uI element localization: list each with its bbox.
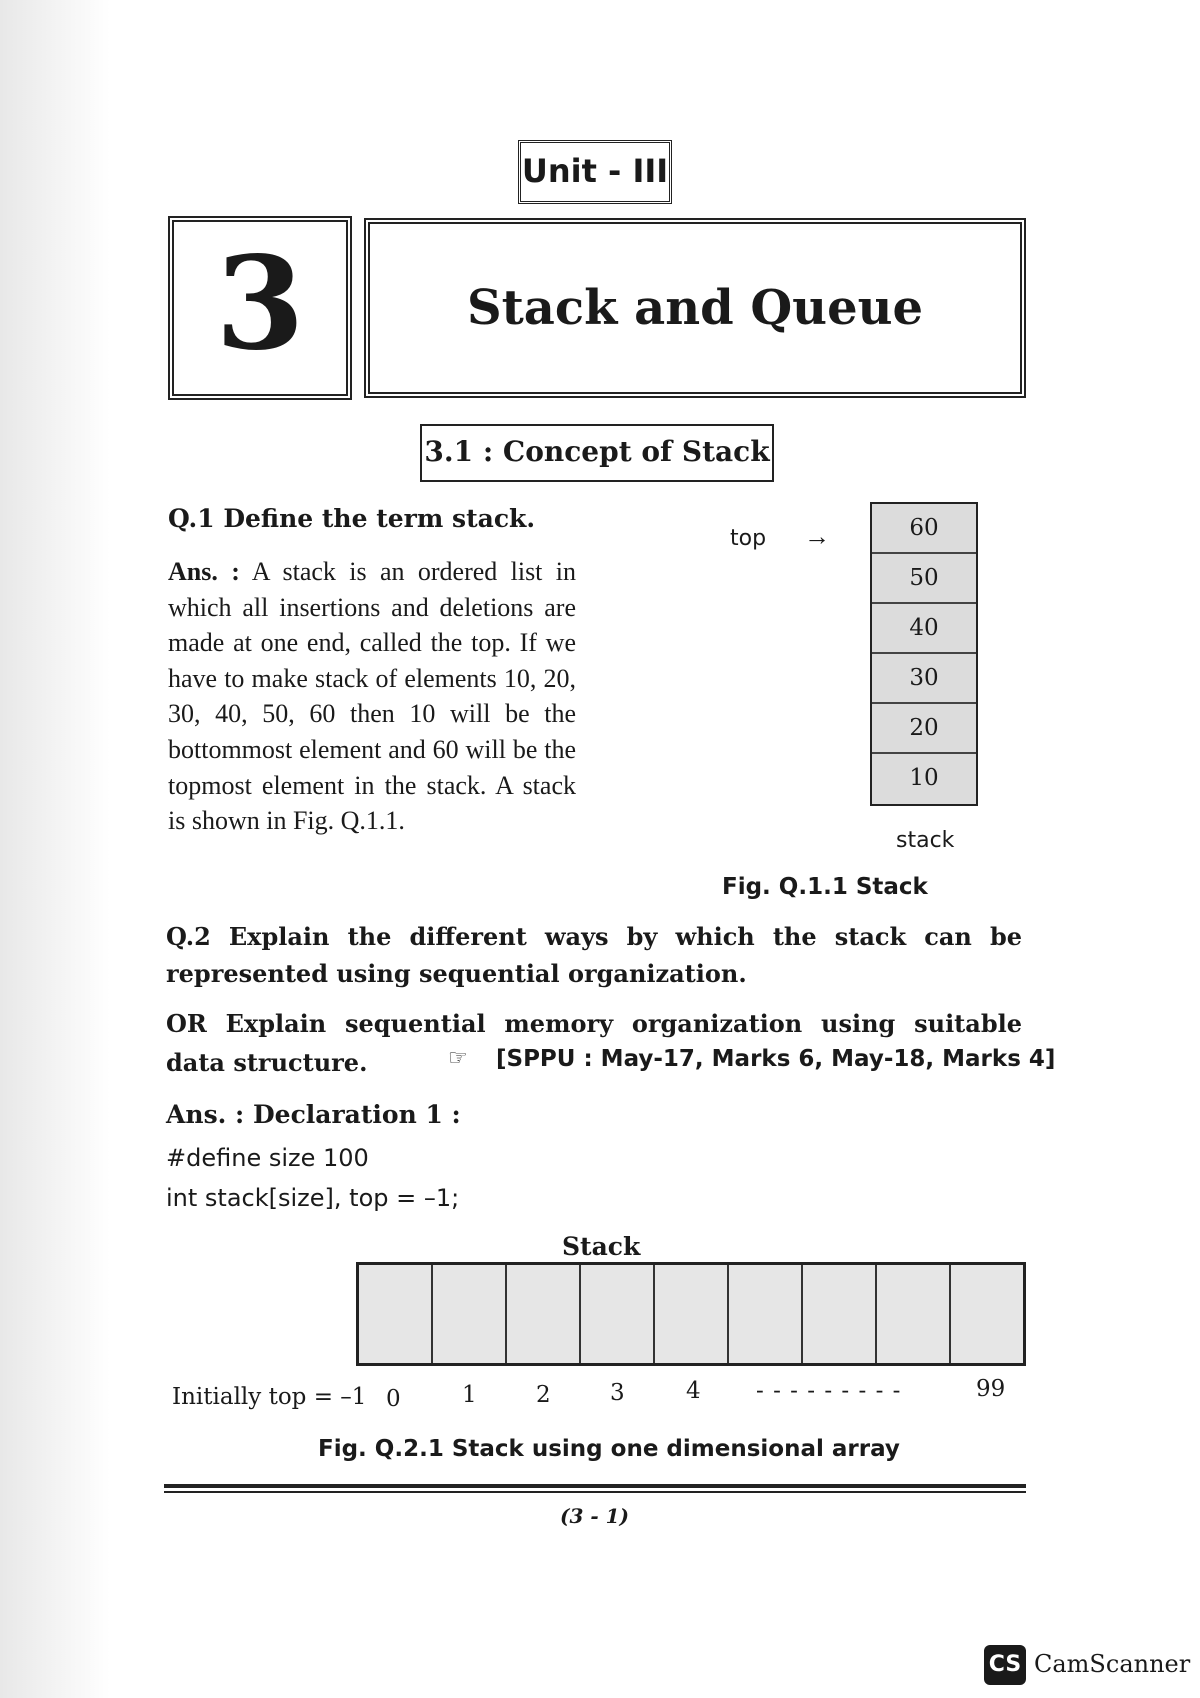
stack-top-label: top — [730, 526, 767, 551]
page-number: (3 - 1) — [560, 1504, 629, 1528]
array-cell — [877, 1265, 951, 1363]
camscanner-watermark: CamScanner — [1034, 1650, 1191, 1678]
q1-answer-text: A stack is an ordered list in which all insertions and deletions are made at one end, called the top. If we have to make stack of elements 10, 20, 30, 40, 50, 60 then 10 will be the bottommost element and 60 will be the topmost element in the stack. A stack is shown in Fig. Q.1.1. — [168, 557, 576, 836]
code-line: int stack[size], top = –1; — [166, 1184, 460, 1212]
section-title: 3.1 : Concept of Stack — [420, 424, 774, 482]
pointing-hand-icon: ☞ — [448, 1046, 468, 1071]
array-cell — [729, 1265, 803, 1363]
q2-question: Q.2 Explain the different ways by which the stack can be represented using sequential organization. — [166, 922, 1022, 988]
stack-cell: 10 — [872, 754, 976, 804]
array-index-dots: - - - - - - - - - — [756, 1378, 902, 1404]
fig-q21-caption: Fig. Q.2.1 Stack using one dimensional array — [318, 1436, 900, 1462]
array-cell — [951, 1265, 1023, 1363]
q2-answer-label: Ans. : Declaration 1 : — [166, 1100, 461, 1129]
array-cell — [655, 1265, 729, 1363]
array-title: Stack — [562, 1232, 641, 1261]
stack-label: stack — [896, 828, 955, 853]
exam-reference: [SPPU : May-17, Marks 6, May-18, Marks 4] — [496, 1046, 1056, 1072]
q1-answer-label: Ans. : — [168, 557, 240, 586]
chapter-title: Stack and Queue — [364, 218, 1026, 398]
chapter-number: 3 — [168, 216, 352, 400]
stack-cell: 40 — [872, 604, 976, 654]
array-index: 1 — [462, 1382, 477, 1408]
q1-question: Q.1 Define the term stack. — [168, 504, 536, 533]
camscanner-logo-icon: CS — [984, 1645, 1026, 1685]
q1-answer — [168, 554, 576, 839]
initial-top-label: Initially top = –1 — [172, 1384, 367, 1410]
stack-column — [870, 502, 978, 806]
stack-cell: 60 — [872, 504, 976, 554]
array-index: 4 — [686, 1378, 701, 1404]
array-index: 3 — [610, 1380, 625, 1406]
top-arrow-icon: → — [804, 522, 830, 551]
footer-rule — [164, 1491, 1026, 1493]
fig-q11-caption: Fig. Q.1.1 Stack — [722, 874, 928, 900]
array-cell — [507, 1265, 581, 1363]
stack-cell: 50 — [872, 554, 976, 604]
q2-or-text: OR Explain sequential memory organization using suitable data structure. — [166, 1009, 1022, 1077]
unit-label: Unit - III — [518, 140, 672, 204]
array-row — [356, 1262, 1026, 1366]
array-index: 99 — [976, 1376, 1006, 1402]
footer-rule — [164, 1484, 1026, 1488]
scan-edge-shade — [0, 0, 110, 1698]
array-index: 0 — [386, 1386, 401, 1412]
stack-cell: 20 — [872, 704, 976, 754]
code-line: #define size 100 — [166, 1144, 369, 1172]
array-cell — [581, 1265, 655, 1363]
array-cell — [803, 1265, 877, 1363]
array-cell — [433, 1265, 507, 1363]
stack-cell: 30 — [872, 654, 976, 704]
array-cell — [359, 1265, 433, 1363]
array-index: 2 — [536, 1382, 551, 1408]
